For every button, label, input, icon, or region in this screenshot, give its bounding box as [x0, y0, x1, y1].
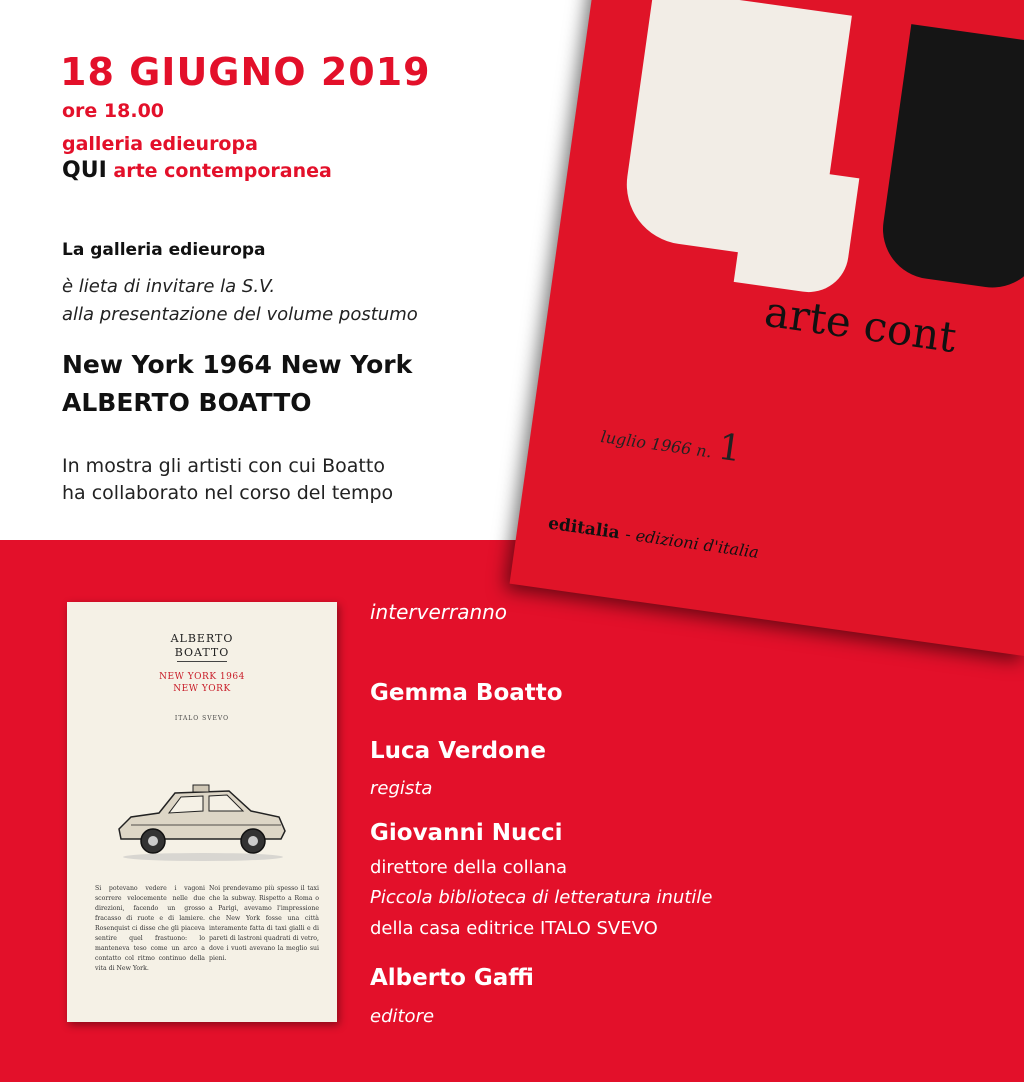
cover-title-line-2: NEW YORK: [173, 684, 231, 694]
cover-author-line-2: BOATTO: [174, 646, 230, 659]
book-author: ALBERTO BOATTO: [62, 388, 312, 417]
event-time: ore 18.00: [62, 100, 165, 122]
speaker-role-editore: editore: [370, 1006, 435, 1027]
speaker-luca-verdone: Luca Verdone: [370, 738, 546, 764]
event-gallery: galleria edieuropa: [62, 133, 258, 155]
speaker-alberto-gaffi: Alberto Gaffi: [370, 965, 534, 991]
cover-text-right: Noi prendevamo più spesso il taxi che la subway. Rispetto a Roma o a Parigi, avevamo l'impressione che New York fosse una città interamente fatta di taxi gialli e di pareti di lastroni quadrati di vetro, dove i vuoti avevano la meglio sui pieni.: [209, 885, 319, 962]
speaker-role-collana: Piccola biblioteca di letteratura inutile: [370, 887, 713, 908]
invitation-line-1: è lieta di invitare la S.V.: [62, 276, 276, 297]
cover-author-line-1: ALBERTO: [170, 632, 234, 645]
magazine-issue-number: 1: [715, 426, 744, 471]
speaker-role-direttore: direttore della collana: [370, 857, 568, 878]
speaker-role-regista: regista: [370, 778, 433, 799]
magazine-publisher: [547, 514, 760, 563]
speaker-role-casa-editrice: della casa editrice ITALO SVEVO: [370, 918, 658, 939]
event-venue: [62, 158, 332, 183]
cover-divider: [177, 661, 227, 662]
speaker-gemma-boatto: Gemma Boatto: [370, 680, 563, 706]
magazine-cover-image: [510, 0, 1024, 656]
magazine-logo-q-tail: [734, 163, 860, 297]
book-title: New York 1964 New York: [62, 350, 413, 379]
exhibition-line-2: ha collaborato nel corso del tempo: [62, 482, 394, 504]
speaker-giovanni-nucci: Giovanni Nucci: [370, 820, 563, 846]
cover-text-left: Si potevano vedere i vagoni scorrere velocemente nelle due direzioni, facendo un grosso fracasso di ruote e di lamiere. Rosenquist ci disse che gli piaceva sentire quel frastuono: lo manteneva teso come un arco a contatto col ritmo continuo della vita di New York.: [95, 885, 205, 972]
venue-rest: arte contemporanea: [113, 160, 332, 182]
magazine-publisher-sub: - edizioni d'italia: [624, 524, 761, 562]
book-cover-image: [67, 602, 337, 1022]
venue-qui: QUI: [62, 158, 107, 183]
magazine-logo-u-shape: [877, 24, 1024, 294]
cover-publisher: ITALO SVEVO: [174, 715, 230, 722]
exhibition-line-1: In mostra gli artisti con cui Boatto: [62, 455, 385, 477]
cover-title-line-1: NEW YORK 1964: [159, 672, 245, 682]
speakers-intro: interverranno: [370, 600, 508, 624]
magazine-issue: [599, 410, 744, 470]
event-date: 18 GIUGNO 2019: [60, 50, 431, 94]
invitation-line-2: alla presentazione del volume postumo: [62, 304, 418, 325]
magazine-issue-date: luglio 1966 n.: [599, 427, 713, 462]
magazine-subtitle: arte cont: [761, 286, 960, 363]
invitation-host: La galleria edieuropa: [62, 240, 266, 260]
taxi-illustration-icon: [111, 777, 291, 867]
magazine-publisher-name: editalia: [546, 513, 621, 544]
